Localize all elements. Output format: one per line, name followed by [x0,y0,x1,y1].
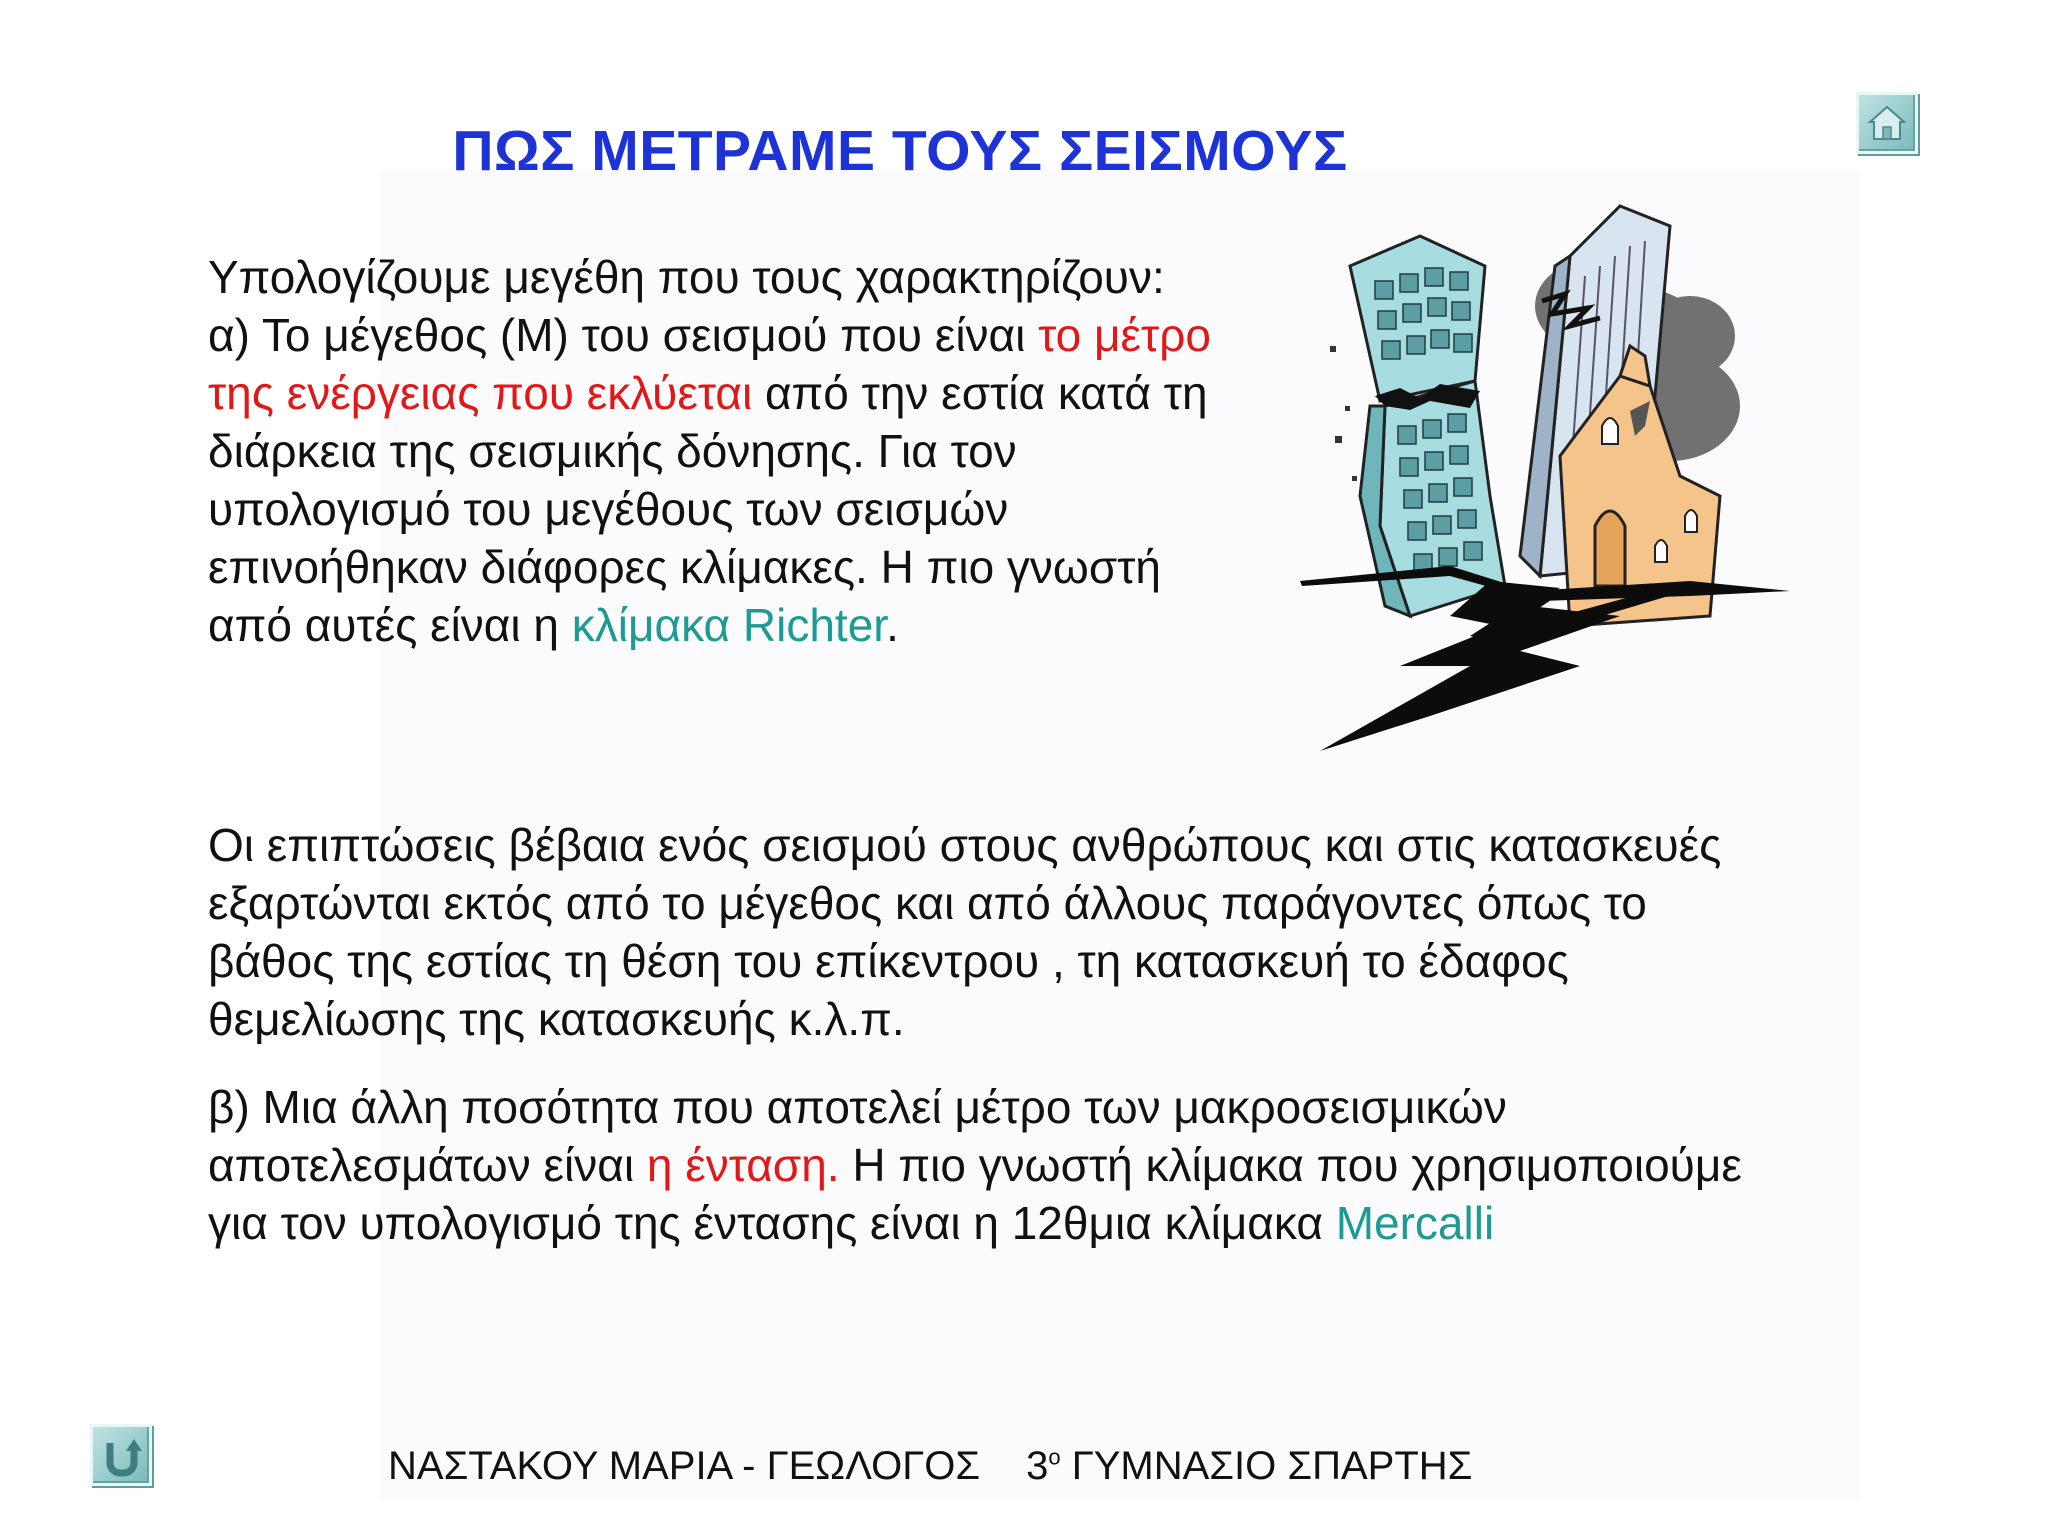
mercalli-highlight: Mercalli [1335,1197,1495,1249]
house-icon [1867,103,1907,143]
paragraph-effects: Οι επιπτώσεις βέβαια ενός σεισμού στους ανθρώπους και στις κατασκευές εξαρτώνται εκτός από το μέγεθος και από άλλους παράγοντες όπως το βάθος της εστίας τη θέση του επίκεντρου , τη κατασκευή το έδαφος θεμελίωσης της κατασκευής κ.λ.π. [208,819,1722,1045]
earthquake-buildings-illustration [1290,196,1810,756]
intensity-highlight: η ένταση. [646,1139,840,1191]
slide-title: ΠΩΣ ΜΕΤΡΑΜΕ ΤΟΥΣ ΣΕΙΣΜΟΥΣ [452,119,1348,183]
home-button[interactable] [1856,92,1918,154]
ground-crack [1300,566,1790,751]
intensity-text: β) Μια άλλη ποσότητα που αποτελεί μέτρο των μακροσεισμικών αποτελεσμάτων είναι [208,1081,1507,1191]
intensity-explanation: Η πιο γνωστή κλίμακα που χρησιμοποιούμε για τον υπολογισμό της έντασης είναι η 12θμια κλίμακα [208,1139,1742,1249]
back-button[interactable] [90,1424,152,1486]
paragraph-magnitude [208,248,1218,654]
intro-text: Υπολογίζουμε μεγέθη που τους χαρακτηρίζουν: [208,251,1165,303]
energy-highlight: το μέτρο της ενέργειας που εκλύεται [208,309,1211,419]
period: . [886,599,899,651]
footer-school-number: 3 [1026,1444,1049,1488]
magnitude-text: α) Το μέγεθος (Μ) του σεισμού που είναι [208,309,1039,361]
broken-tower [1330,236,1505,616]
return-arrow-icon [100,1433,144,1477]
paragraph-intensity [208,1078,1748,1252]
footer-ordinal: ο [1048,1444,1061,1470]
footer-school: ΓΥΜΝΑΣΙΟ ΣΠΑΡΤΗΣ [1071,1444,1473,1488]
magnitude-explanation: από την εστία κατά τη διάρκεια της σεισμικής δόνησης. Για τον υπολογισμό του μεγέθους των σεισμών επινοήθηκαν διάφορες κλίμακες. Η πιο γνωστή από αυτές είναι η [208,367,1208,651]
richter-highlight: κλίμακα Richter [571,599,887,651]
footer-author: ΝΑΣΤΑΚΟΥ ΜΑΡΙΑ - ΓΕΩΛΟΓΟΣ [388,1444,981,1488]
footer [388,1444,1472,1489]
